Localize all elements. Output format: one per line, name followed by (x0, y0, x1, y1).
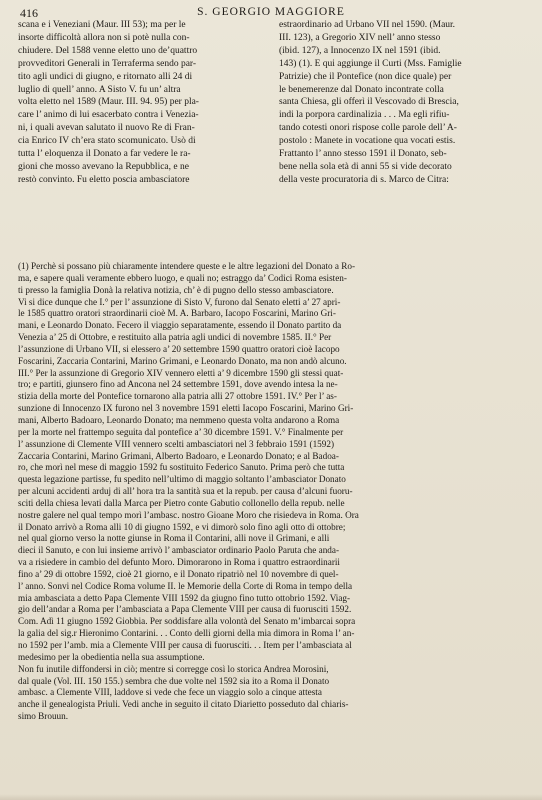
page-number: 416 (20, 6, 38, 20)
running-title: S. GEORGIO MAGGIORE (197, 6, 345, 18)
left-column (18, 19, 264, 187)
page-header (0, 6, 542, 20)
footnote-1: (1) Perchè si possano più chiaramente intendere queste e le altre legazioni del Donato a Ro- ma, e sapere quali veramente ebbero luogo, e quali no; estraggo da’ Codici Roma esisten- ti presso la famiglia Donà la relativa notizia, ch’ è di pugno dello stesso ambasciatore. Vi si dice dunque che I.° per l’ assunzione di Sisto V, furono dal Senato eletti a’ 27 apri- le 1585 quattro oratori straordinarii cioè M. A. Barbaro, Iacopo Foscarini, Marino Gri- mani, e Leonardo Donato. Fecero il viaggio separatamente, essendo il Donato partito da Venezia a’ 25 di Ottobre, e restituito alla patria agli undici di novembre 1585. II.° Per l’assunzione di Urbano VII, si elessero a’ 20 settembre 1590 quattro oratori cioè Iacopo Foscarini, Zaccaria Contarini, Marino Grimani, e Leonardo Donato, ma non andò alcuno. III.° Per la assunzione di Gregorio XIV vennero eletti a’ 9 dicembre 1590 gli stessi quat- tro; e partiti, giunsero fino ad Ancona nel 24 settembre 1591, dove avendo intesa la ne- stizia della morte del Pontefice tornarono alla patria alli 27 ottobre 1591. IV.° Per l’ as- sunzione di Innocenzo IX furono nel 3 novembre 1591 eletti Iacopo Foscarini, Marino Gri- mani, Alberto Badoaro, Leonardo Donato; ma nemmeno questa volta andarono a Roma per la morte nel frattempo seguita dal pontefice a’ 30 dicembre 1591. V.° Finalmente per l’ assunzione di Clemente VIII vennero scelti ambasciatori nel 3 febbraio 1591 (1592) Zaccaria Contarini, Marino Grimani, Alberto Badoaro, e Leonardo Donato; e al Badoa- ro, che morì nel mese di maggio 1592 fu sostituito Federico Sanuto. Prima però che tutta questa legazione partisse, fu spedito nell’ultimo di maggio soltanto l’ambasciator Donato per alcuni accidenti arduj di all’ hora tra la santità sua et la repub. per causa d’alcuni fuoru- sciti della chiesa levati dalla Marca per Pietro conte Gabutio collonello della repub. nelle nostre galere nel qual tempo morì l’ambasc. nostro Gioane Moro che risiedeva in Roma. Ora il Donato arrivò a Roma alli 10 di giugno 1592, e vi dimorò solo fino agli otto di ottobre; nel qual giorno verso la notte giunse in Roma il Contarini, alli nove il Grimani, e alli dieci il Sanuto, e con lui insieme arrivò l’ ambasciator ordinario Paolo Paruta che anda- va a risiedere in cambio del defunto Moro. Dimorarono in Roma i quattro estraordinarii fino a’ 29 di ottobre 1592, cioè 21 giorno, e il Donato ripatriò nel 10 novembre di quel- l’ anno. Sonvi nel Codice Roma volume II. le Memorie della Corte di Roma in tempo della mia ambasciata a detto Papa Clemente VIII 1592 da giugno fino tutto ottobrio 1592. Viag- gio dell’andar a Roma per l’ambasciata a Papa Clemente VIII per causa di fuorusciti 1592. Com. Adì 11 giugno 1592 Giobbia. Per soddisfare alla volontà del Senato m’imbarcai sopra la galia del sig.r Hieronimo Contarini. . . Conto delli giorni della mia dimora in Roma l’ an- no 1592 per l’amb. mia a Clemente VIII per causa di fuorusciti. . . Item per l’ambasciata al medesimo per la obedientia nella sua assumptione. (18, 261, 359, 662)
right-column-text: estraordinario ad Urbano VII nel 1590. (Maur. III. 123), a Gregorio XIV nell’ anno stesso (ibid. 127), a Innocenzo IX nel 1591 (ibid. 143) (1). E qui aggiunge il Curti (Mss. Famiglie Patrizie) che il Pontefice (non dice quale) per le benemerenze dal Donato incontrate colla santa Chiesa, gli offerì il Vescovado di Brescia, indi la porpora cardinalizia . . . Ma egli rifiu- tando cotesti onori rispose colle parole dell’ A- postolo : Manete in vocatione qua vocati estis. Frattanto l’ anno stesso 1591 il Donato, seb- bene nella sola età di anni 55 si vide decorato della veste procuratoria di s. Marco de Citra: (279, 20, 462, 185)
footnote-continuation: Non fu inutile diffondersi in ciò; mentre si corregge così lo storica Andrea Morosini, dal quale (Vol. III. 150 155.) sembra che due volte nel 1592 sia ito a Roma il Donato ambasc. a Clemente VIII, laddove si vede che fece un viaggio solo a cinque attesta anche il genealogista Priuli. Vedi anche in seguito il citato Diarietto posseduto dal chiaris- simo Brouun. (18, 663, 349, 722)
left-column-text: scana e i Veneziani (Maur. III 53); ma per le insorte difficoltà allora non si potè nulla con- chiudere. Del 1588 venne eletto uno de’quattro provveditori Generali in Terraferma sendo par- tito agli undici di giugno, e ritornato alli 24 di luglio di quell’ anno. A Sisto V. fu un’ altra volta eletto nel 1589 (Maur. III. 94. 95) per pla- care l’ animo di lui esacerbato contra i Venezia- ni, i quali avevan salutato il nuovo Re di Fran- cia Enrico IV ch’era stato scomunicato. Usò di tutta l’ eloquenza il Donato a far vedere le ra- gioni che mosso avevano la Repubblica, e ne restò convinto. Fu eletto poscia ambasciatore (18, 20, 199, 185)
page-edge (0, 794, 542, 800)
footnotes (18, 261, 528, 723)
right-column (279, 19, 525, 187)
main-text (18, 19, 524, 255)
